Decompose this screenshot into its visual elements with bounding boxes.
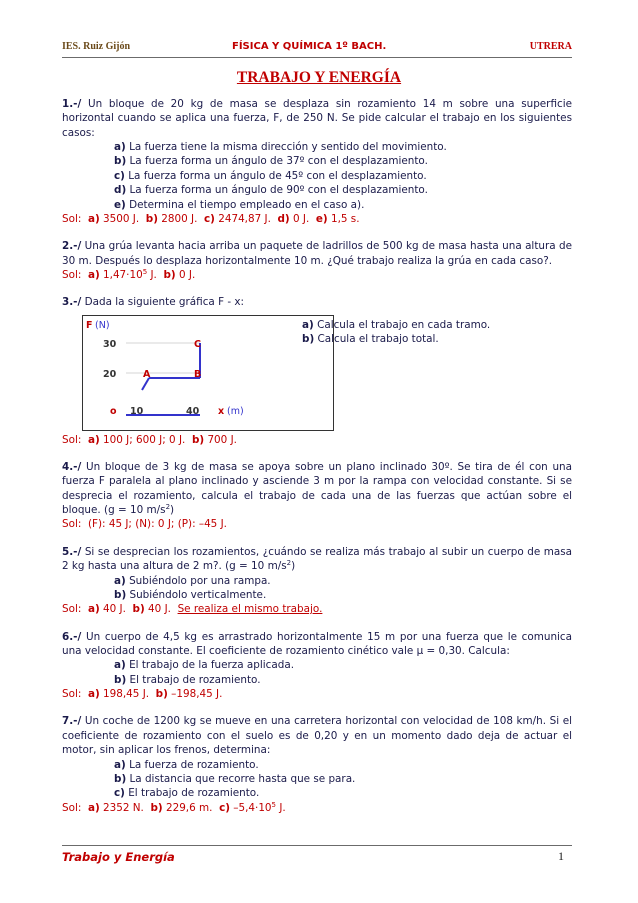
problem-6	[62, 630, 572, 702]
problem-6-statement: 6.-/ Un cuerpo de 4,5 kg es arrastrado horizontalmente 15 m por una fuerza que le comunica una velocidad constante. El coeficiente de rozamiento cinético vale µ = 0,30. Calcula:	[62, 630, 572, 657]
y-axis-unit: (N)	[95, 319, 110, 331]
problem-5-item-a: a) Subiéndolo por una rampa.	[114, 574, 271, 587]
exercise-list	[62, 97, 572, 815]
x-tick-10: 10	[130, 405, 144, 417]
page-title: TRABAJO Y ENERGÍA	[236, 69, 402, 86]
problem-2	[62, 239, 572, 282]
problem-5-statement: 5.-/ Si se desprecian los rozamientos, ¿cuándo se realiza más trabajo al subir un cuerpo de masa 2 kg hasta una altura de 2 m?. (g = 10 $m/s^2$)	[62, 545, 572, 573]
point-label-b: B	[194, 368, 202, 380]
problem-2-statement: 2.-/ Una grúa levanta hacia arriba un paquete de ladrillos de 500 kg de masa hasta una altura de 30 m. Después lo desplaza horizontalmente 10 m. ¿Qué trabajo realiza la grúa en cada caso?.	[62, 240, 572, 267]
point-label-a: A	[143, 368, 151, 380]
problem-6-item-a: a) El trabajo de la fuerza aplicada.	[114, 659, 295, 672]
y-tick-20: 20	[103, 368, 117, 380]
problem-3-item-a: a) Calcula el trabajo en cada tramo.	[302, 318, 491, 331]
problem-7	[62, 714, 572, 815]
problem-1-solution: Sol: a) 3500 J. b) 2800 J. c) 2474,87 J. d) 0 J. e) 1,5 s.	[62, 212, 360, 225]
problem-3	[62, 295, 572, 447]
header-town: UTRERA	[529, 41, 572, 52]
force-displacement-graph	[82, 315, 334, 431]
problem-3-figure-row	[62, 313, 572, 433]
problem-4-solution: Sol: (F): 45 J; (N): 0 J; (P): –45 J.	[62, 518, 227, 531]
y-tick-30: 30	[103, 338, 117, 350]
footer-topic: Trabajo y Energía	[62, 850, 175, 864]
problem-1-statement	[62, 97, 572, 140]
problem-1-item-b: b) La fuerza forma un ángulo de 37º con el desplazamiento.	[114, 155, 428, 168]
problem-5-solution: Sol: a) 40 J. b) 40 J. Se realiza el mismo trabajo.	[62, 603, 323, 616]
problem-4-statement: 4.-/ Un bloque de 3 kg de masa se apoya sobre un plano inclinado 30º. Se tira de él con una fuerza F paralela al plano inclinado y asciende 3 m por la rampa con velocidad constante. Si se desprecia el rozamiento, calcula el trabajo de cada una de las fuerzas que actúan sobre el bloque. (g = 10 $m/s^2$)	[62, 461, 572, 517]
problem-text: Un bloque de 20 kg de masa se desplaza sin rozamiento 14 m sobre una superficie horizontal cuando se aplica una fuerza, F, de 250 N. Se pide calcular el trabajo en los siguientes casos:	[62, 98, 572, 139]
problem-6-item-b: b) El trabajo de rozamiento.	[114, 673, 261, 686]
problem-3-questions	[302, 318, 490, 347]
graph-frame	[83, 315, 334, 430]
problem-1-item-a: a) La fuerza tiene la misma dirección y sentido del movimiento.	[114, 141, 447, 154]
x-tick-40: 40	[186, 405, 200, 417]
problem-1	[62, 97, 572, 226]
problem-3-solution: Sol: a) 100 J; 600 J; 0 J. b) 700 J.	[62, 433, 237, 446]
problem-1-item-d: d) La fuerza forma un ángulo de 90º con el desplazamiento.	[114, 184, 428, 197]
problem-7-item-c: c) El trabajo de rozamiento.	[114, 787, 260, 800]
problem-5-item-b: b) Subiéndolo verticalmente.	[114, 588, 267, 601]
problem-4	[62, 460, 572, 532]
problem-1-item-e: e) Determina el tiempo empleado en el caso a).	[114, 198, 365, 211]
problem-6-solution: Sol: a) 198,45 J. b) –198,45 J.	[62, 688, 223, 701]
problem-number: 1.-/	[62, 98, 82, 110]
problem-7-solution: Sol: a) 2352 N. b) 229,6 m. c) $-5,4\cdot 10^5$ J.	[62, 800, 286, 814]
x-axis-letter: x	[218, 405, 225, 417]
problem-1-item-c: c) La fuerza forma un ángulo de 45º con el desplazamiento.	[114, 169, 427, 182]
x-axis-unit: (m)	[227, 405, 244, 417]
origin-label: o	[110, 405, 117, 417]
problem-2-solution: Sol: a) $1,47\cdot 10^5$ J. b) 0 J.	[62, 267, 196, 281]
problem-7-statement: 7.-/ Un coche de 1200 kg se mueve en una carretera horizontal con velocidad de 108 km/h. Si el coeficiente de rozamiento con el suelo es de 0,20 y en un momento dado deja de actuar el motor, sin aplicar los frenos, determina:	[62, 715, 572, 757]
problem-7-item-b: b) La distancia que recorre hasta que se para.	[114, 772, 356, 785]
header-divider	[62, 57, 572, 58]
problem-5	[62, 545, 572, 617]
header-school: IES. Ruiz Gijón	[62, 41, 131, 52]
header-course: FÍSICA Y QUÍMICA 1º BACH.	[232, 41, 387, 52]
problem-3-statement: 3.-/ Dada la siguiente gráfica F - x:	[62, 296, 245, 309]
problem-3-item-b: b) Calcula el trabajo total.	[302, 333, 439, 346]
y-axis-letter: F	[86, 319, 93, 331]
page-header	[62, 40, 572, 56]
footer-divider	[62, 845, 572, 846]
point-label-c: C	[194, 338, 201, 350]
page-number: 1	[558, 849, 564, 863]
problem-7-item-a: a) La fuerza de rozamiento.	[114, 758, 259, 771]
